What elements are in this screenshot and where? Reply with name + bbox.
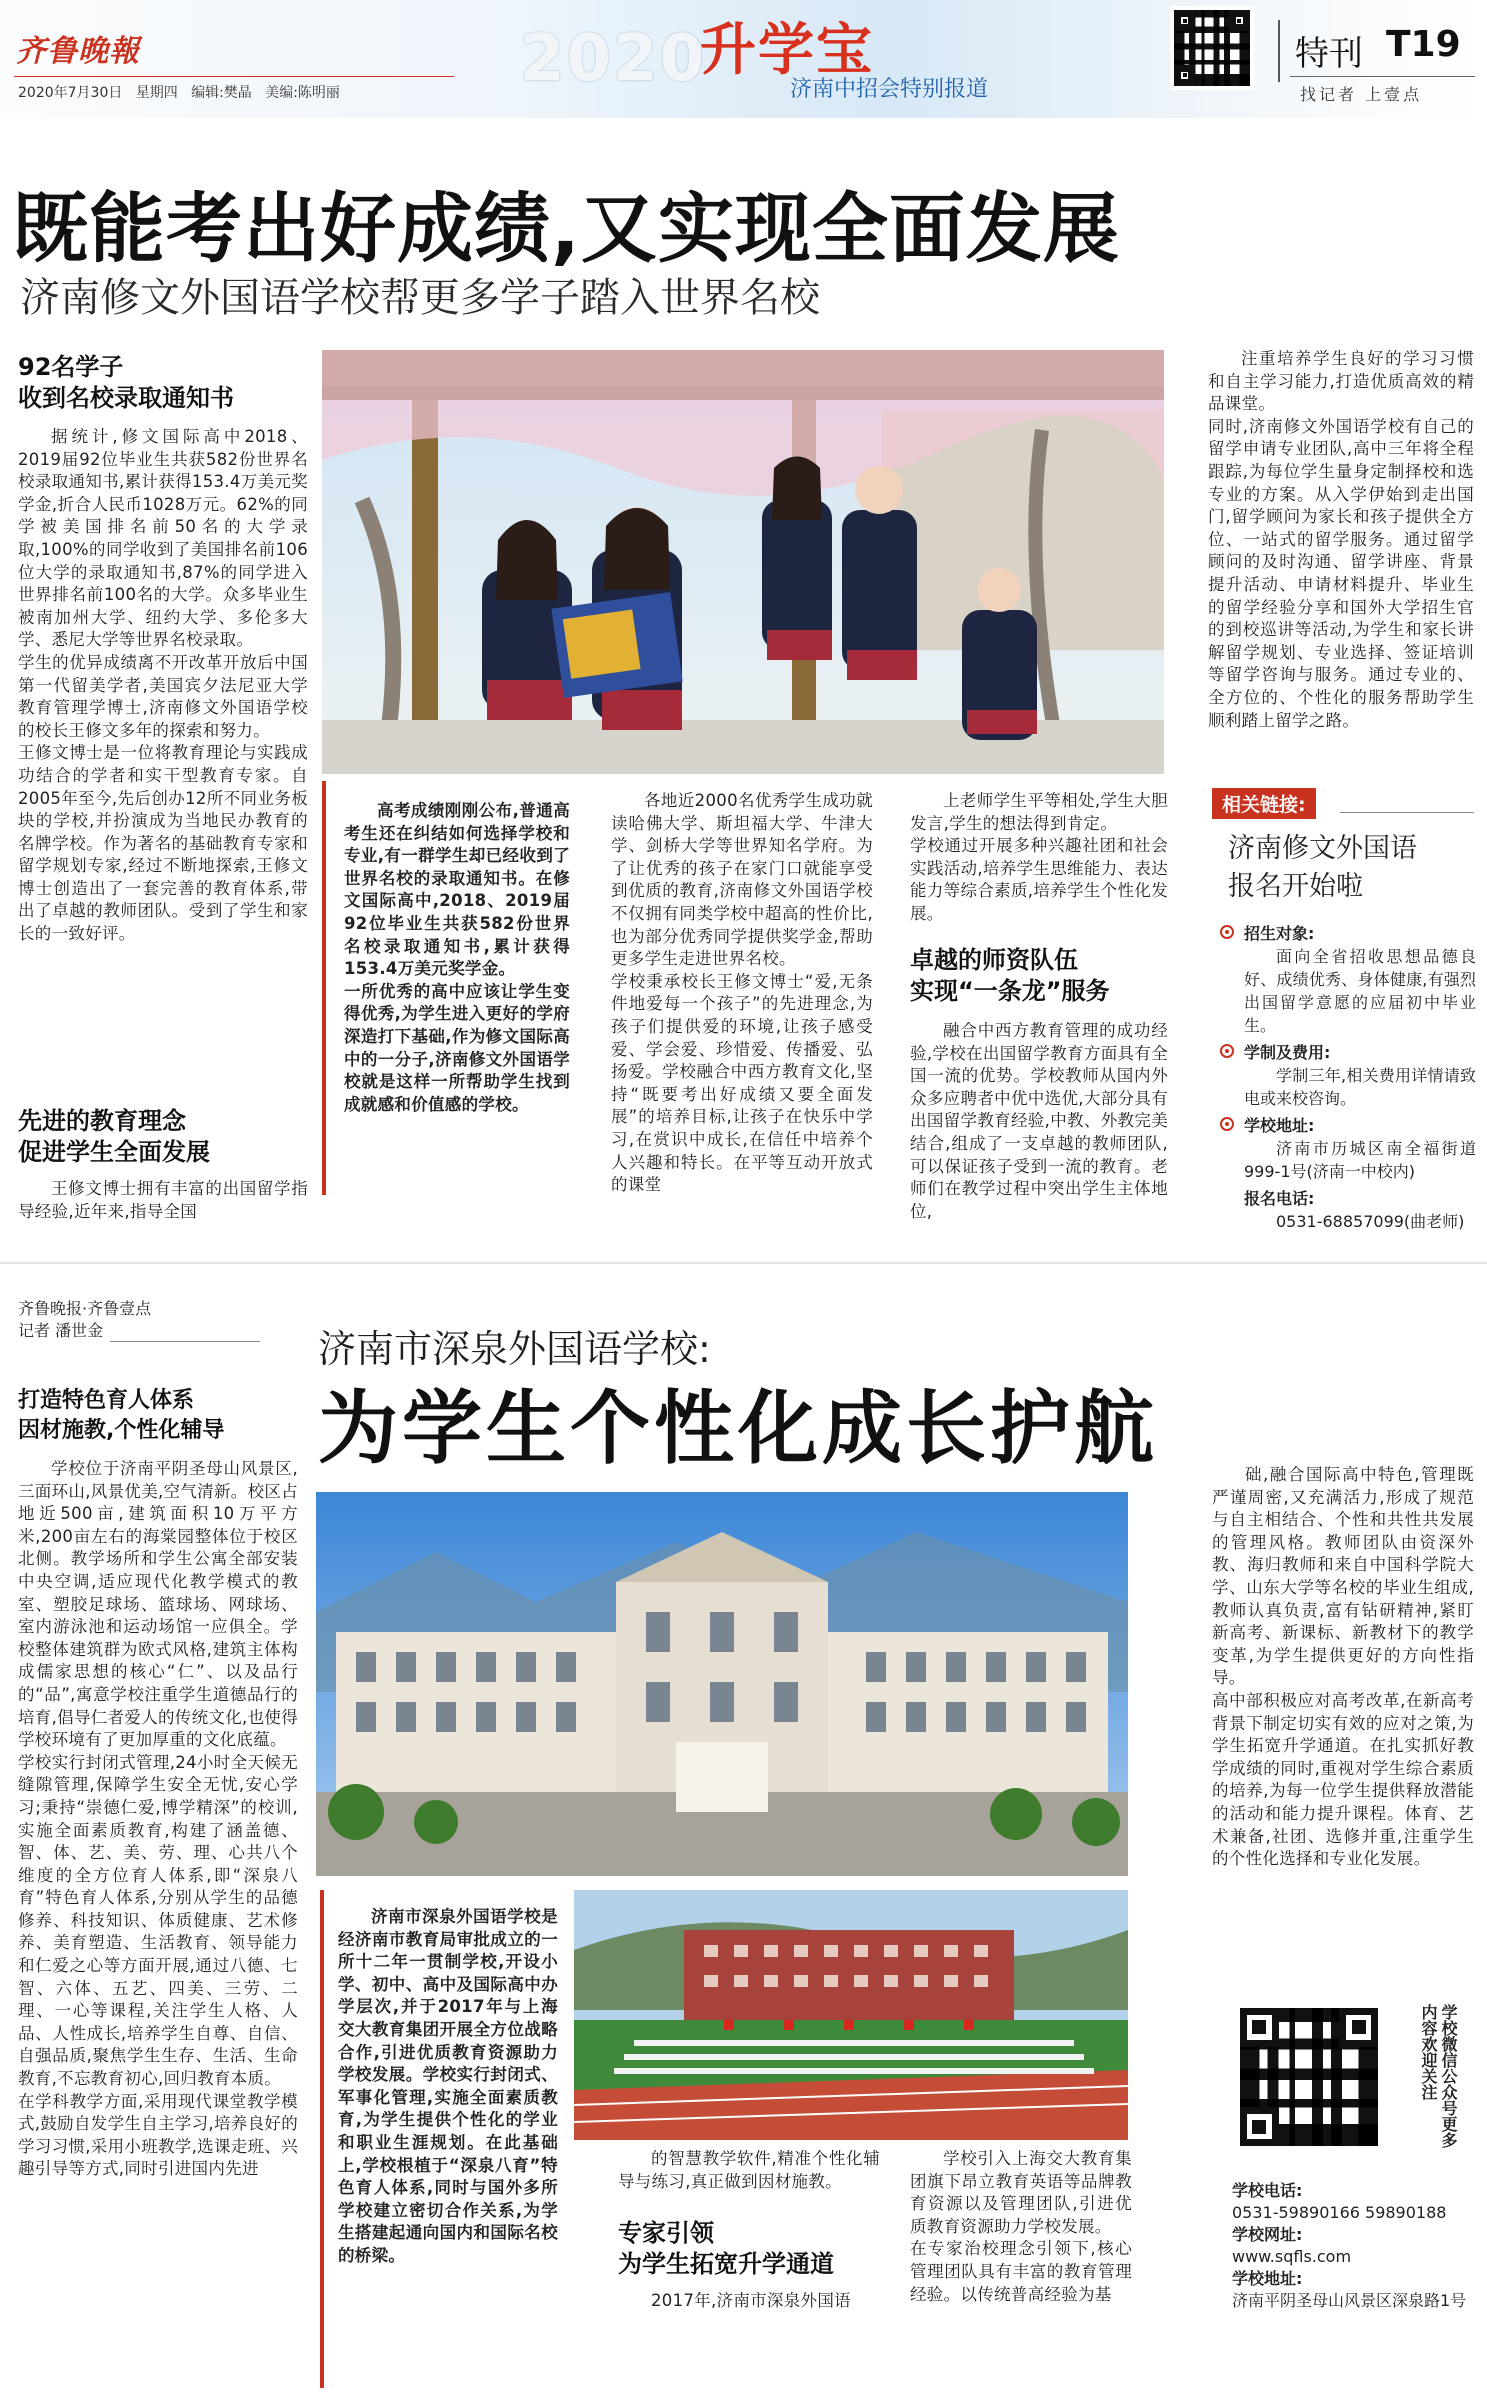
qr-caption: 学校微信公众号更多内容欢迎关注 bbox=[1419, 2004, 1458, 2148]
link-item-target bbox=[1218, 922, 1476, 1037]
article2-headline: 为学生个性化成长护航 bbox=[318, 1382, 1158, 1475]
info-web-label: 学校网址: bbox=[1232, 2225, 1303, 2244]
article2-section1-title: 打造特色育人体系 因材施教,个性化辅导 bbox=[18, 1388, 225, 1443]
related-link-list bbox=[1218, 922, 1476, 1233]
masthead-qr-code[interactable] bbox=[1170, 6, 1254, 90]
banner-subtitle: 济南中招会特别报道 bbox=[790, 77, 989, 102]
editor-text: 编辑:樊晶 bbox=[191, 85, 252, 101]
qr-finder bbox=[1174, 65, 1195, 86]
weekday-text: 星期四 bbox=[135, 85, 178, 101]
qr-finder bbox=[1240, 2107, 1279, 2146]
article2-column1: 学校位于济南平阴圣母山风景区,三面环山,风景优美,空气清新。校区占地近500亩,建筑面积10万平方米,200亩左右的海棠园整体位于校区北侧。教学场所和学生公寓全部安装中央空调,适应现代化教学模式的教室、塑胶足球场、篮球场、网球场、室内游泳池和运动场馆一应俱全。学校整体建筑群为欧式风格,建筑主体构成儒家思想的核心“仁”、以及品行的“品”,寓意学校注重学生道德品行的培育,倡导仁者爱人的传统文化,也使得学校环境有了更加厚重的文化底蕴。 学校实行封闭式管理,24小时全天候无缝隙管理,保障学生安全无忧,安心学习;秉持“崇德仁爱,博学精深”的校训,实施全面素质教育,构建了涵盖德、智、体、艺、美、劳、理、心共八个维度的全方位育人体系,即“深泉八育”特色育人体系,分别从学生的品德修养、科技知识、体质健康、艺术修养、美育塑造、生活教育、领导能力和仁爱之心等方面开展,通过八德、七智、六体、五艺、四美、三劳、二理、一心等课程,关注学生人格、人品、人性成长,培养学生自尊、自信、自强品质,聚焦学生生存、生活、生命教育,不忘教育初心,回归教育本质。 在学科教学方面,采用现代课堂教学模式,鼓励自发学生自主学习,培养良好的学习习惯,采用小班教学,选课走班、兴趣引导等方式,同时引进国内先进 bbox=[18, 1459, 298, 2179]
issue-date bbox=[18, 82, 340, 102]
section-divider bbox=[1278, 20, 1280, 82]
link-item-text: 0531-68857099(曲老师) bbox=[1276, 1212, 1465, 1231]
related-link-rule bbox=[1340, 812, 1474, 813]
link-item-text: 济南市历城区南全福街道999-1号(济南一中校内) bbox=[1244, 1139, 1476, 1181]
article1-section1-title: 92名学子 收到名校录取通知书 bbox=[18, 353, 234, 412]
info-address: 济南平阴圣母山风景区深泉路1号 bbox=[1232, 2291, 1467, 2310]
related-link-tag: 相关链接: bbox=[1212, 788, 1316, 819]
section-label: 特刊 bbox=[1295, 34, 1363, 74]
designer-text: 美编:陈明丽 bbox=[265, 85, 340, 101]
article1-column5: 注重培养学生良好的学习习惯和自主学习能力,打造优质高效的精品课堂。 同时,济南修文外国语学校有自己的留学申请专业团队,高中三年将全程跟踪,为每位学生量身定制择校和选专业的方案。从入学伊始到走出国门,留学顾问为家长和孩子提供全方位、一站式的留学服务。通过留学顾问的及时沟通、留学讲座、背景提升活动、申请材料提升、毕业生的留学经验分享和国外大学招生官的到校巡讲等活动,为学生和家长讲解留学规划、专业选择、签证培训等留学咨询与服务。通过专业的、全方位的、个性化的服务帮助学生顺利踏上留学之路。 bbox=[1208, 349, 1474, 730]
info-phone-label: 学校电话: bbox=[1232, 2181, 1303, 2200]
bullet-icon bbox=[1220, 925, 1234, 939]
article1-section3-title: 卓越的师资队伍 实现“一条龙”服务 bbox=[910, 946, 1110, 1005]
info-phone: 0531-59890166 59890188 bbox=[1232, 2203, 1447, 2222]
link-item-phone bbox=[1218, 1187, 1476, 1233]
bullet-icon bbox=[1220, 1117, 1234, 1131]
link-item-text: 面向全省招收思想品德良好、成绩优秀、身体健康,有强烈出国留学意愿的应届初中毕业生。 bbox=[1244, 947, 1476, 1035]
article2-section2-title: 专家引领 为学生拓宽升学通道 bbox=[618, 2219, 834, 2278]
sports-field-photo bbox=[574, 1890, 1128, 2140]
credit-rule bbox=[110, 1341, 260, 1342]
qr-finder bbox=[1339, 2008, 1378, 2047]
qr-finder bbox=[1229, 10, 1250, 31]
article1-column4a: 上老师学生平等相处,学生大胆发言,学生的想法得到肯定。 学校通过开展多种兴趣社团和社会实践活动,培养学生思维能力、表达能力等综合素质,培养学生个性化发展。 bbox=[910, 791, 1168, 923]
link-item-label: 学制及费用: bbox=[1244, 1043, 1331, 1062]
link-item-address bbox=[1218, 1114, 1476, 1183]
sports-field-illustration bbox=[574, 1890, 1128, 2140]
qr-finder bbox=[1174, 10, 1195, 31]
link-item-label: 学校地址: bbox=[1244, 1116, 1315, 1135]
link-item-fees bbox=[1218, 1041, 1476, 1110]
credit-source: 齐鲁晚报·齐鲁壹点 bbox=[18, 1299, 152, 1318]
article2-column4: 学校引入上海交大教育集团旗下昂立教育英语等品牌教育资源以及管理团队,引进优质教育资源助力学校发展。 在专家治校理念引领下,核心管理团队具有丰富的教育管理经验。以传统普高经验为基 bbox=[910, 2149, 1132, 2304]
masthead-rule bbox=[14, 76, 454, 77]
article2-kicker: 济南市深泉外国语学校: bbox=[318, 1327, 711, 1371]
article2-credit bbox=[18, 1298, 151, 1342]
header-rule bbox=[1290, 76, 1475, 77]
link-item-text: 学制三年,相关费用详情请致电或来校咨询。 bbox=[1244, 1066, 1476, 1108]
article1-section2-title: 先进的教育理念 促进学生全面发展 bbox=[18, 1107, 210, 1166]
paper-logo: 齐鲁晚報 bbox=[16, 34, 140, 69]
qr-finder bbox=[1240, 2008, 1279, 2047]
lead2-accent-bar bbox=[320, 1890, 324, 2388]
article2-column5: 础,融合国际高中特色,管理既严谨周密,又充满活力,形成了规范与自主相结合、个性和共性共发展的管理风格。教师团队由资深外教、海归教师和来自中国科学院大学、山东大学等名校的毕业生组成,教师认真负责,富有钻研精神,紧盯新高考、新课标、新教材下的教学变革,为学生提供更好的方向性指导。 高中部积极应对高考改革,在新高考背景下制定切实有效的应对之策,为学生拓宽升学通道。在扎实抓好教学成绩的同时,重视对学生综合素质的培养,为每一位学生提供释放潜能的活动和能力提升课程。体育、艺术兼备,社团、选修并重,注重学生的个性化选择和专业化发展。 bbox=[1212, 1465, 1474, 1869]
article1-subheadline: 济南修文外国语学校帮更多学子踏入世界名校 bbox=[20, 275, 820, 321]
date-text: 2020年7月30日 bbox=[18, 85, 123, 101]
school-info-box bbox=[1232, 2180, 1472, 2312]
students-reading-illustration bbox=[322, 350, 1164, 774]
article2-lead: 济南市深泉外国语学校是经济南市教育局审批成立的一所十二年一贯制学校,开设小学、初中、高中及国际高中办学层次,并于2017年与上海交大教育集团开展全方位战略合作,引进优质教育资源助力学校发展。学校实行封闭式、军事化管理,实施全面素质教育,为学生提供个性化的学业和职业生涯规划。在此基础上,学校根植于“深泉八育”特色育人体系,同时与国外多所学校建立密切合作关系,为学生搭建起通向国内和国际名校的桥梁。 bbox=[338, 1907, 558, 2265]
school-building-illustration bbox=[316, 1492, 1128, 1876]
info-address-label: 学校地址: bbox=[1232, 2269, 1303, 2288]
related-link-title: 济南修文外国语 报名开始啦 bbox=[1228, 833, 1417, 902]
article1-column1a: 据统计,修文国际高中2018、2019届92位毕业生共获582份世界名校录取通知书,累计获得153.4万美元奖学金,折合人民币1028万元。62%的同学被美国排名前50名的大学录取,100%的同学收到了美国排名前106位大学的录取通知书,87%的同学进入世界排名前100名的大学。众多毕业生被南加州大学、纽约大学、多伦多大学、悉尼大学等世界名校录取。 学生的优异成绩离不开改革开放后中国第一代留美学者,美国宾夕法尼亚大学教育管理学博士,济南修文外国语学校的校长王修文多年的探索和努力。 王修文博士是一位将教育理论与实践成功结合的学者和实干型教育专家。自2005年至今,先后创办12所不同业务板块的学校,并扮演成为当地民办教育的名牌学校。作为著名的基础教育专家和留学规划专家,经过不断地探索,王修文博士创造出了一套完善的教育体系,带出了卓越的教师团队。受到了学生和家长的一致好评。 bbox=[18, 427, 308, 944]
article-separator bbox=[0, 1262, 1487, 1264]
info-web-link[interactable]: www.sqfls.com bbox=[1232, 2247, 1352, 2266]
article1-column1b: 王修文博士拥有丰富的出国留学指导经验,近年来,指导全国 bbox=[18, 1179, 308, 1221]
school-wechat-qr-code[interactable] bbox=[1236, 2004, 1382, 2150]
article1-headline: 既能考出好成绩,又实现全面发展 bbox=[12, 184, 1120, 273]
credit-reporter: 记者 潘世金 bbox=[18, 1321, 104, 1340]
banner-year: 2020 bbox=[520, 22, 707, 96]
article2-column3a: 的智慧教学软件,精准个性化辅导与练习,真正做到因材施教。 bbox=[618, 2149, 880, 2191]
section-byline: 找记者 上壹点 bbox=[1300, 85, 1423, 104]
article1-lead: 高考成绩刚刚公布,普通高考生还在纠结如何选择学校和专业,有一群学生却已经收到了世界名校的录取通知书。在修文国际高中,2018、2019届92位毕业生共获582份世界名校录取通知书,累计获得153.4万美元奖学金。 一所优秀的高中应该让学生变得优秀,为学生进入更好的学府深造打下基础,作为修文国际高中的一分子,济南修文外国语学校就是这样一所帮助学生找到成就感和价值感的学校。 bbox=[344, 801, 570, 1114]
banner-title: 升学宝 bbox=[700, 18, 874, 83]
link-item-label: 招生对象: bbox=[1244, 924, 1315, 943]
lead-accent-bar bbox=[322, 781, 326, 1195]
article1-column3: 各地近2000名优秀学生成功就读哈佛大学、斯坦福大学、牛津大学、剑桥大学等世界知名学府。为了让优秀的孩子在家门口就能享受到优质的教育,济南修文外国语学校不仅拥有同类学校中超高的性价比,也为部分优秀同学提供奖学金,帮助更多学生走进世界名校。 学校秉承校长王修文博士“爱,无条件地爱每一个孩子”的先进理念,为孩子们提供爱的环境,让孩子感受爱、学会爱、珍惜爱、传播爱、弘扬爱。学校融合中西方教育文化,坚持“既要考出好成绩又要全面发展”的培养目标,让孩子在快乐中学习,在赏识中成长,在信任中培养个人兴趣和特长。在平等互动开放式的课堂 bbox=[611, 791, 873, 1195]
link-item-label: 报名电话: bbox=[1244, 1189, 1315, 1208]
page-number: T19 bbox=[1386, 24, 1461, 65]
school-building-photo bbox=[316, 1492, 1128, 1876]
article1-column4b: 融合中西方教育管理的成功经验,学校在出国留学教育方面具有全国一流的优势。学校教师从国内外众多应聘者中优中选优,大部分具有出国留学教育经验,中教、外教完美结合,组成了一支卓越的教师团队,可以保证孩子受到一流的教育。老师们在教学过程中突出学生主体地位, bbox=[910, 1021, 1168, 1221]
students-reading-photo bbox=[322, 350, 1164, 774]
article2-column3b: 2017年,济南市深泉外国语 bbox=[651, 2291, 851, 2310]
bullet-icon bbox=[1220, 1044, 1234, 1058]
